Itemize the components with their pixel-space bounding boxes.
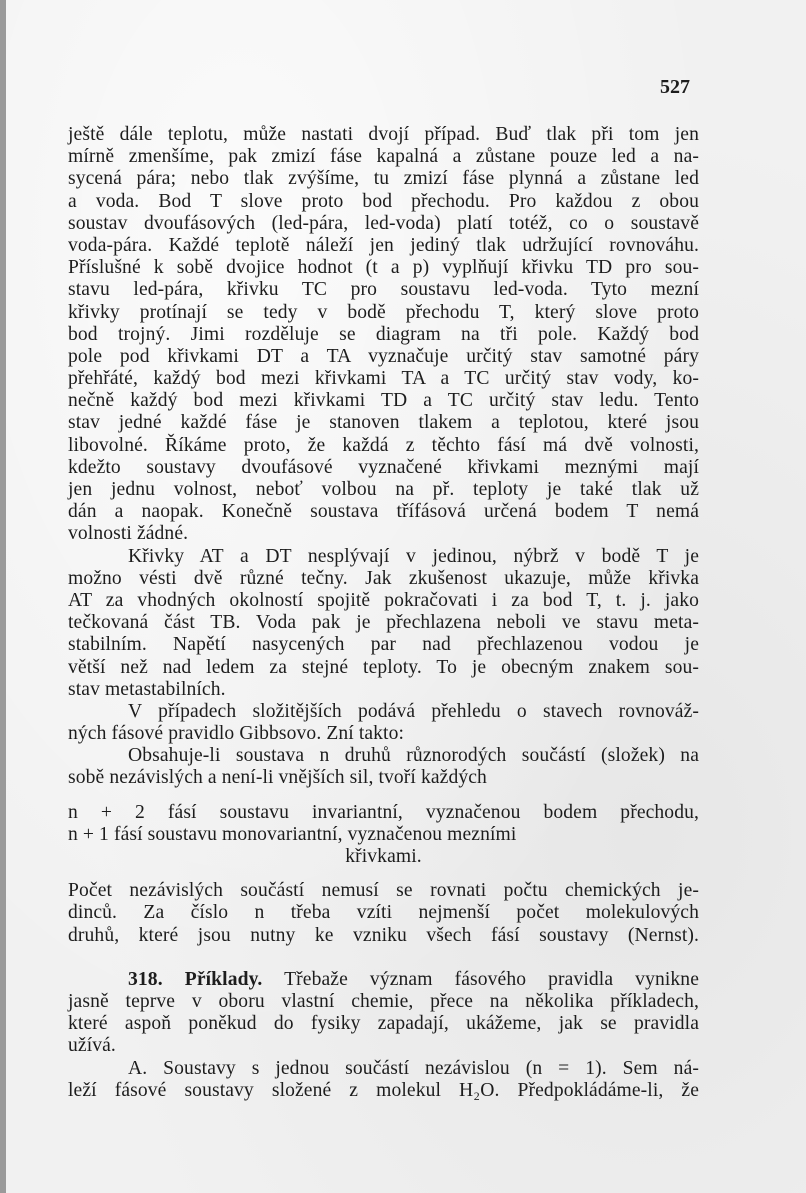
text-line: mírně zmenšíme, pak zmizí fáse kapalná a zůstane pouze led a na- xyxy=(68,146,699,168)
section-heading-line xyxy=(68,969,699,991)
text-line: tečkovaná část TB. Voda pak je přechlazena neboli ve stavu meta- xyxy=(68,612,699,634)
page-number: 527 xyxy=(660,76,690,98)
paragraph-independent-components xyxy=(68,880,699,947)
text-line: pole pod křivkami DT a TA vyznačuje určitý stav samotné páry xyxy=(68,345,699,367)
text-line: libovolné. Říkáme proto, že každá z těchto fásí má dvě volnosti, xyxy=(68,434,699,456)
rule-line: n + 1 fásí soustavu monovariantní, vyznačenou mezními xyxy=(68,823,517,845)
text-line: ještě dále teplotu, může nastati dvojí případ. Buď tlak při tom jen xyxy=(68,124,699,145)
text-line: dán a naopak. Konečně soustava třífásová určená bodem T nemá xyxy=(68,501,699,523)
text-line: ných fásové pravidlo Gibbsovo. Zní takto: xyxy=(68,723,405,745)
page-edge-shadow xyxy=(0,0,6,1193)
text-line: sycená pára; nebo tlak zvýšíme, tu zmizí fáse plynná a zůstane led xyxy=(68,168,699,190)
text-line: stav jedné každé fáse je stanoven tlakem a teplotou, které jsou xyxy=(68,412,699,434)
text-line: Křivky AT a DT nesplývají v jedinou, nýbrž v bodě T je xyxy=(128,545,699,567)
text-line: které aspoň poněkud do fysiky zapadají, ukážeme, jak se pravidla xyxy=(68,1013,699,1035)
text-line: jen jednu volnost, neboť volbou na př. teploty je také tlak už xyxy=(68,479,699,500)
section-318-examples xyxy=(68,969,699,1058)
text-line: voda-pára. Každé teplotě náleží jen jediný tlak udržující rovnováhu. xyxy=(68,234,699,256)
text-line: soustav dvoufásových (led-pára, led-voda) platí totéž, co o soustavě xyxy=(68,212,699,234)
page-body xyxy=(68,124,699,1102)
text-line: užívá. xyxy=(68,1035,116,1057)
text-line: leží fásové soustavy složené z molekul H₂O. Předpokládáme-li, že xyxy=(68,1079,699,1101)
text-line: větší než nad ledem za stejné teploty. To je obecným znakem sou- xyxy=(68,656,699,678)
text-line: křivky protínají se tedy v bodě přechodu T, který slove proto xyxy=(68,301,699,323)
gibbs-phase-rule xyxy=(68,802,699,869)
text-line: Příslušné k sobě dvojice hodnot (t a p) vyplňují křivku TD pro sou- xyxy=(68,257,699,279)
text-line: volnosti žádné. xyxy=(68,523,189,545)
paragraph-gibbs-rule-lead xyxy=(68,745,699,789)
text-line: přehřáté, každý bod mezi křivkami TA a TC určitý stav vody, ko- xyxy=(68,368,699,390)
section-number: 318. xyxy=(128,968,163,990)
text-line: jasně teprve v oboru vlastní chemie, přece na několika příkladech, xyxy=(68,990,699,1012)
text-line: AT za vhodných okolností spojitě pokračovati i za bod T, t. j. jako xyxy=(68,589,699,611)
text-line: V případech složitějších podává přehledu o stavech rovnováž- xyxy=(128,700,699,722)
paragraph-gibbs-intro xyxy=(68,701,699,745)
text-line: druhů, které jsou nutny ke vzniku všech fásí soustavy (Nernst). xyxy=(68,924,699,946)
text-line: Počet nezávislých součástí nemusí se rovnati počtu chemických je- xyxy=(68,880,699,902)
section-title: Příklady. xyxy=(184,968,263,990)
paragraph-phase-states xyxy=(68,124,699,546)
text-line: nečně každý bod mezi křivkami TD a TC určitý stav ledu. Tento xyxy=(68,390,699,412)
text-line: sobě nezávislých a není-li vnějších sil, tvoří každých xyxy=(68,767,487,789)
rule-line: n + 2 fásí soustavu invariantní, vyznačenou bodem přechodu, xyxy=(68,801,699,823)
rule-line: křivkami. xyxy=(345,846,422,867)
text-line: bod trojný. Jimi rozděluje se diagram na tři pole. Každý bod xyxy=(68,323,699,345)
text-line: kdežto soustavy dvoufásové vyznačené křivkami meznými mají xyxy=(68,456,699,478)
text-line: stabilním. Napětí nasycených par nad přechlazenou vodou je xyxy=(68,634,699,656)
text-fragment: Třebaže význam fásového pravidla vynikne xyxy=(284,968,700,990)
text-line: A. Soustavy s jednou součástí nezávislou (n = 1). Sem ná- xyxy=(128,1057,699,1079)
text-line: stavu led-pára, křivku TC pro soustavu led-voda. Tyto mezní xyxy=(68,279,699,301)
text-line: Obsahuje-li soustava n druhů různorodých součástí (složek) na xyxy=(128,745,699,767)
text-line: možno vésti dvě různé tečny. Jak zkušenost ukazuje, může křivka xyxy=(68,567,699,589)
text-line: stav metastabilních. xyxy=(68,678,226,700)
paragraph-metastable xyxy=(68,546,699,701)
text-line: dinců. Za číslo n třeba vzíti nejmenší počet molekulových xyxy=(68,902,699,924)
text-line: a voda. Bod T slove proto bod přechodu. Pro každou z obou xyxy=(68,190,699,212)
paragraph-one-component xyxy=(68,1058,699,1102)
